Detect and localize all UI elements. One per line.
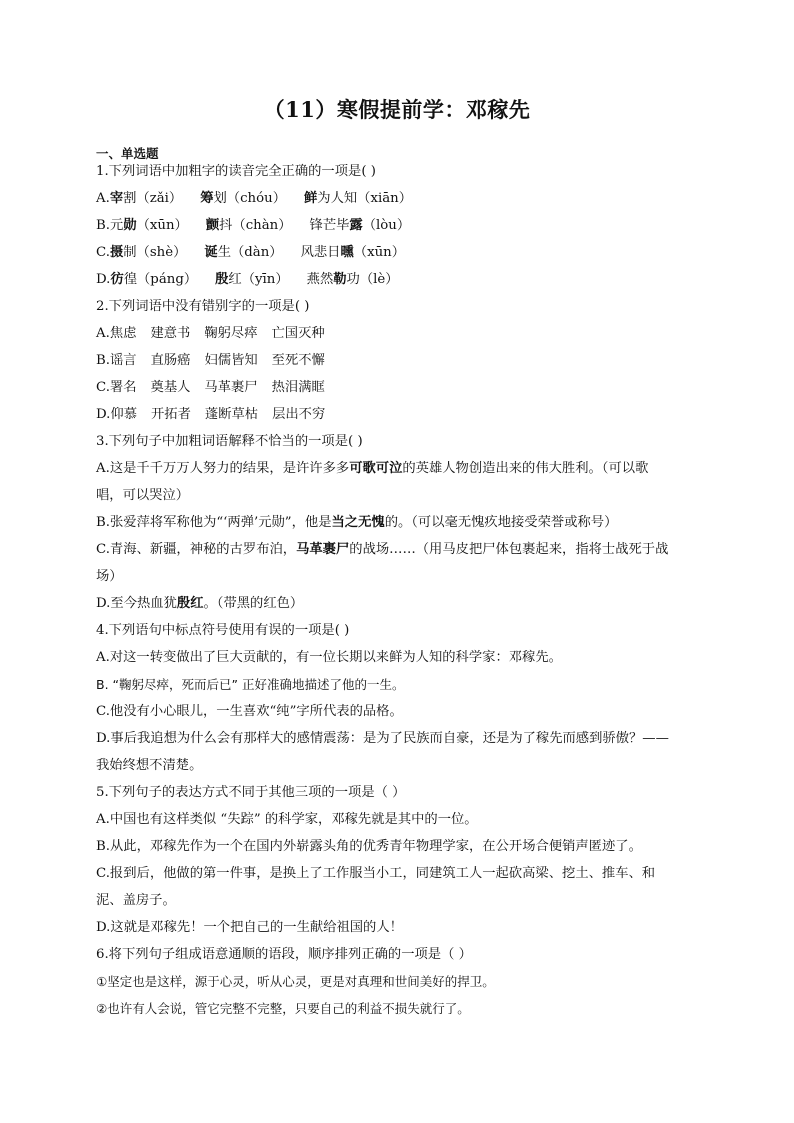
text-segment: 的。（可以毫无愧疚地接受荣誉或称号）: [384, 515, 618, 530]
q1-option-d: [96, 270, 716, 290]
text-segment: 红（yīn）: [228, 272, 289, 287]
q3-option-a: [96, 459, 716, 479]
q4-option-c: C.他没有小心眼儿，一生喜欢“纯”字所代表的品格。: [96, 704, 403, 719]
q1-stem: 1.下列词语中加粗字的读音完全正确的一项是( ): [96, 164, 376, 179]
emphasized-text: 殷红: [176, 596, 204, 611]
option-word: B.谣言: [96, 353, 137, 368]
emphasized-text: 筹: [200, 191, 214, 206]
option-word: 直肠癌: [150, 353, 191, 368]
emphasized-text: 当之无愧: [331, 515, 385, 530]
q1-option-b: [96, 216, 716, 236]
text-segment: D.至今热血犹: [96, 596, 177, 611]
text-segment: D.: [96, 272, 111, 287]
option-word: 鞠躬尽瘁: [204, 326, 258, 341]
text-segment: （xūn）: [353, 245, 406, 260]
option-word: 妇儒皆知: [204, 353, 258, 368]
q2-option-a: [96, 324, 716, 344]
emphasized-text: 勒: [333, 272, 347, 287]
text-segment: 的战场……（用马皮把尸体包裹起来，指将士战死于战: [349, 542, 669, 557]
option-word: 蓬断草枯: [204, 407, 259, 422]
q2-option-c: [96, 378, 716, 398]
text-segment: 的英雄人物创造出来的伟大胜利。（可以歌: [402, 461, 649, 476]
emphasized-text: 勋: [123, 218, 137, 233]
text-segment: A.这是千千万万人努力的结果，是许许多多: [96, 461, 350, 476]
emphasized-text: 宰: [109, 191, 124, 206]
text-segment: （xūn）: [136, 218, 188, 233]
option-word: 热泪满眶: [271, 380, 325, 395]
q3-option-c: [96, 540, 716, 560]
q3-option-a-cont: 唱，可以哭泣）: [96, 488, 190, 503]
text-segment: 锋芒毕: [309, 218, 350, 233]
text-segment: C.: [96, 245, 110, 260]
option-word: 亡国灭种: [271, 326, 325, 341]
q4-option-a: A.对这一转变做出了巨大贡献的，有一位长期以来鲜为人知的科学家：邓稼先。: [96, 650, 562, 665]
option-word: C.署名: [96, 380, 137, 395]
q4-option-d: D.事后我追想为什么会有那样大的感情震荡：是为了民族而自豪，还是为了稼先而感到骄傲？——: [96, 731, 669, 746]
q4-option-b: B. “鞠躬尽瘁，死而后已” 正好准确地描述了他的一生。: [96, 677, 405, 692]
q2-option-b: [96, 351, 716, 371]
text-segment: A.: [96, 191, 110, 206]
text-segment: （lòu）: [362, 218, 411, 233]
page-title: （11）寒假提前学：邓稼先: [263, 97, 531, 122]
text-segment: 燕然: [306, 272, 334, 287]
option-word: D.仰慕: [96, 407, 138, 422]
emphasized-text: 摄: [109, 245, 124, 260]
option-word: 马革裹尸: [204, 380, 258, 395]
option-word: 层出不穷: [272, 407, 326, 422]
emphasized-text: 可歌可泣: [349, 461, 403, 476]
text-segment: 。（带黑的红色）: [203, 596, 304, 611]
emphasized-text: 诞: [204, 245, 218, 260]
q5-option-b: B.从此，邓稼先作为一个在国内外崭露头角的优秀青年物理学家，在公开场合便销声匿迹了。: [96, 839, 642, 854]
text-segment: 为人知（xiān）: [317, 191, 413, 206]
text-segment: 划（chóu）: [213, 191, 286, 206]
q1-option-a: [96, 189, 716, 209]
q1-option-c: [96, 243, 716, 263]
emphasized-text: 露: [349, 218, 363, 233]
section-heading: 一、单选题: [96, 146, 159, 161]
q5-option-c: C.报到后，他做的第一件事，是换上了工作服当小工，同建筑工人一起砍高梁、挖土、推车、和: [96, 866, 656, 881]
text-segment: 抖（chàn）: [219, 218, 292, 233]
q2-stem: 2.下列词语中没有错别字的一项是( ): [96, 299, 310, 314]
q6-stem: 6.将下列句子组成语意通顺的语段，顺序排列正确的一项是（ ）: [96, 947, 472, 962]
emphasized-text: 殷: [215, 272, 229, 287]
text-segment: C.青海、新疆，神秘的古罗布泊，: [96, 542, 297, 557]
q4-option-d-cont: 我始终想不清楚。: [96, 758, 203, 773]
emphasized-text: 鲜: [304, 191, 318, 206]
text-segment: 制（shè）: [123, 245, 187, 260]
emphasized-text: 曛: [340, 245, 354, 260]
text-segment: 功（lè）: [346, 272, 399, 287]
q5-option-c-cont: 泥、盖房子。: [96, 893, 176, 908]
text-segment: 生（dàn）: [217, 245, 283, 260]
q6-sentence-2: ②也许有人会说，管它完整不完整，只要自己的利益不损失就行了。: [96, 1001, 470, 1016]
emphasized-text: 颤: [205, 218, 220, 233]
q5-option-d: D.这就是邓稼先！一个把自己的一生献给祖国的人！: [96, 920, 403, 935]
q6-sentence-1: ①坚定也是这样，源于心灵，听从心灵，更是对真理和世间美好的捍卫。: [96, 974, 495, 989]
q5-stem: 5.下列句子的表达方式不同于其他三项的一项是（ ）: [96, 785, 406, 800]
emphasized-text: 彷: [110, 272, 124, 287]
emphasized-text: 马革裹尸: [296, 542, 350, 557]
text-segment: B.元: [96, 218, 124, 233]
text-segment: 割（zǎi）: [123, 191, 183, 206]
text-segment: 风悲日: [300, 245, 341, 260]
q3-option-c-cont: 场）: [96, 569, 123, 584]
q5-option-a: A.中国也有这样类似 “失踪” 的科学家，邓稼先就是其中的一位。: [96, 812, 478, 827]
option-word: 至死不懈: [271, 353, 325, 368]
option-word: 开拓者: [151, 407, 191, 422]
text-segment: B.张爱萍将军称他为“‘两弹’元勋”，他是: [96, 515, 332, 530]
q4-stem: 4.下列语句中标点符号使用有误的一项是( ): [96, 623, 350, 638]
option-word: 奠基人: [150, 380, 191, 395]
q3-option-d: [96, 594, 716, 614]
q2-option-d: [96, 405, 716, 425]
option-word: 建意书: [150, 326, 191, 341]
option-word: A.焦虑: [96, 326, 137, 341]
text-segment: 徨（páng）: [123, 272, 198, 287]
q3-stem: 3.下列句子中加粗词语解释不恰当的一项是( ): [96, 434, 363, 449]
q3-option-b: [96, 513, 716, 533]
